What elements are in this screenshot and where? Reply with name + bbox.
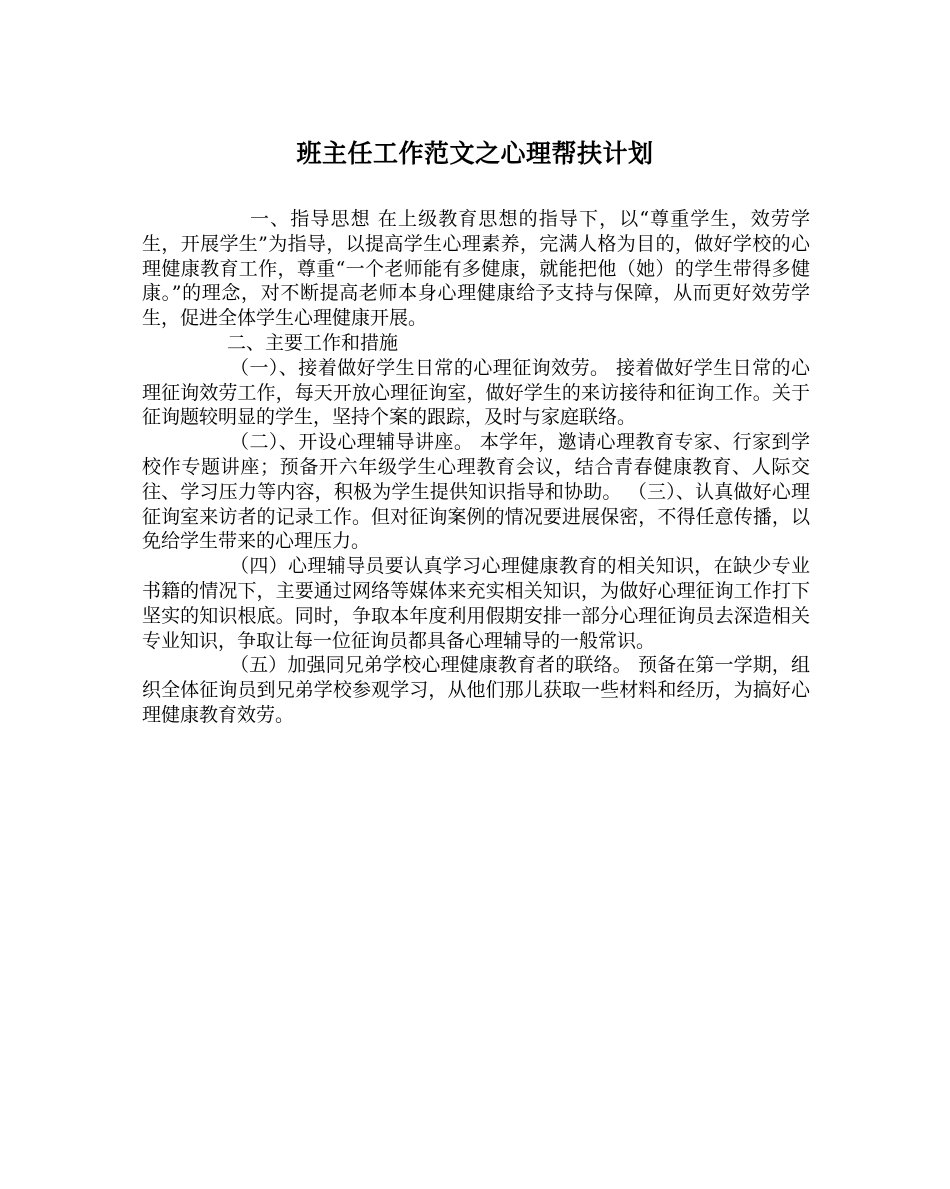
paragraph-item-5: （五）加强同兄弟学校心理健康教育者的联络。 预备在第一学期，组织全体征询员到兄弟学校参观学习，从他们那儿获取一些材料和经历，为搞好心理健康教育效劳。: [142, 654, 810, 726]
paragraph-item-4: （四）心理辅导员要认真学习心理健康教育的相关知识，在缺少专业书籍的情况下，主要通过网络等媒体来充实相关知识，为做好心理征询工作打下坚实的知识根底。同时，争取本年度利用假期安排一部分心理征询员去深造相关专业知识，争取让每一位征询员都具备心理辅导的一般常识。: [142, 555, 810, 652]
section-heading-main-work: 二、主要工作和措施: [227, 331, 399, 354]
paragraph-guiding-thought: 一、指导思想 在上级教育思想的指导下，以“尊重学生，效劳学生，开展学生”为指导，以提高学生心理素养，完满人格为目的，做好学校的心理健康教育工作，尊重“一个老师能有多健康，就能把他（她）的学生带得多健康。”的理念，对不断提高老师本身心理健康给予支持与保障，从而更好效劳学生，促进全体学生心理健康开展。: [142, 208, 810, 330]
document-body: [142, 207, 810, 728]
paragraph-item-1: （一）、接着做好学生日常的心理征询效劳。 接着做好学生日常的心理征询效劳工作，每天开放心理征询室，做好学生的来访接待和征询工作。关于征询题较明显的学生，坚持个案的跟踪，及时与家庭联络。: [142, 356, 810, 429]
document-title: 班主任工作范文之心理帮扶计划: [296, 139, 654, 168]
paragraph-item-2-3: （二）、开设心理辅导讲座。 本学年，邀请心理教育专家、行家到学校作专题讲座；预备开六年级学生心理教育会议，结合青春健康教育、人际交往、学习压力等内容，积极为学生提供知识指导和协助。 （三）、认真做好心理征询室来访者的记录工作。但对征询案例的情况要进展保密，不得任意传播，以免给学生带来的心理压力。: [142, 431, 810, 553]
